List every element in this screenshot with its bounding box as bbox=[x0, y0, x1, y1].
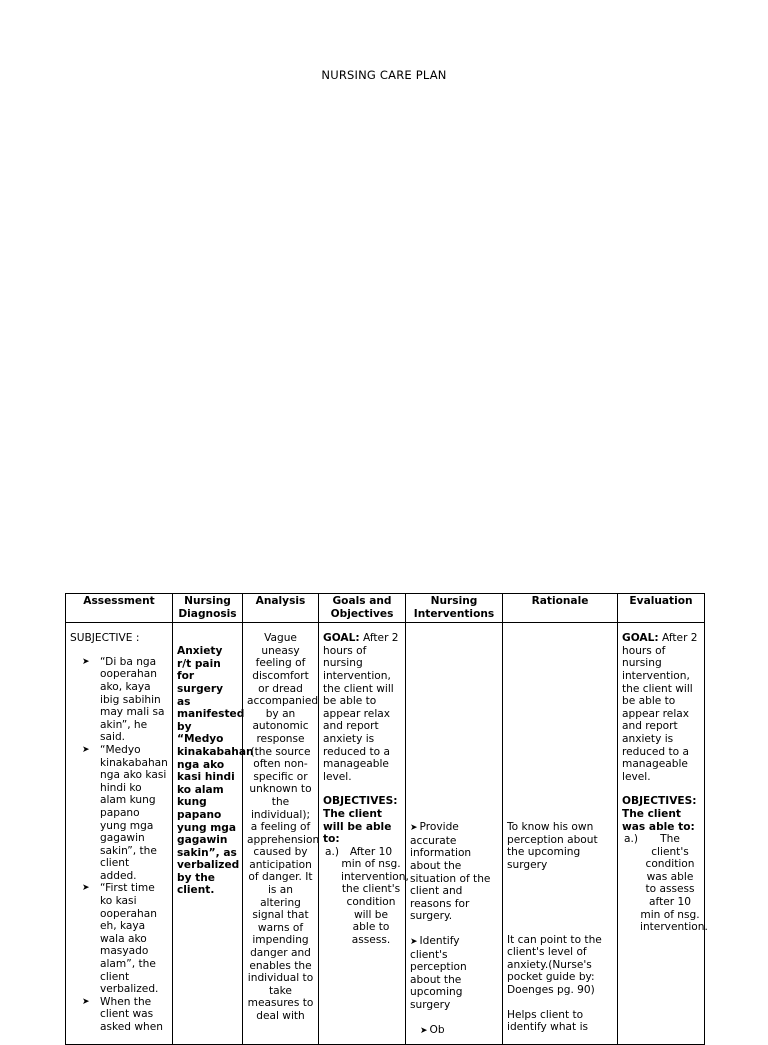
goal-text: GOAL: After 2 hours of nursing intervention, the client will be able to appear relax and report anxiety is reduced to a manageable level. bbox=[323, 632, 399, 783]
list-item: ➤ “Di ba nga ooperahan ako, kaya ibig sabihin may mali sa akin”, he said. bbox=[82, 655, 165, 744]
rationale-item: Helps client to identify what is bbox=[507, 1008, 589, 1034]
care-plan-table bbox=[65, 593, 708, 1045]
arrowhead-bullet-icon: ➤ bbox=[82, 996, 90, 1007]
diagnosis-cell bbox=[173, 623, 254, 1045]
rationale-item: It can point to the client's level of anxiety.(Nurse's pocket guide by: Doenges pg. 90) bbox=[507, 933, 602, 996]
arrowhead-bullet-icon: ➤ bbox=[410, 936, 418, 947]
intervention-item: ➤ Ob bbox=[420, 1023, 445, 1036]
header-nursing-interventions: Nursing Interventions bbox=[406, 594, 503, 623]
arrowhead-bullet-icon: ➤ bbox=[82, 656, 90, 667]
arrowhead-bullet-icon: ➤ bbox=[410, 823, 418, 834]
table-header-row bbox=[66, 594, 705, 623]
evaluation-objectives-list bbox=[622, 833, 708, 934]
assessment-list bbox=[70, 656, 168, 1034]
list-item: a.) The client's condition was able to assess after 10 min of nsg. intervention. bbox=[624, 833, 708, 934]
evaluation-goal-text: GOAL: After 2 hours of nursing intervention, the client will be able to appear relax and report anxiety is reduced to a manageable level. bbox=[622, 632, 698, 783]
nursing-diagnosis-text: Anxiety r/t pain for surgery as manifested by “Medyo kinakabahan nga ako kasi hindi ko alam kung papano yung mga gagawin sakin”, as verbalized by the client. bbox=[177, 645, 254, 897]
subjective-label: SUBJECTIVE : bbox=[70, 632, 140, 645]
analysis-cell bbox=[243, 623, 319, 1045]
arrowhead-bullet-icon: ➤ bbox=[420, 1025, 428, 1036]
header-goals-objectives: Goals and Objectives bbox=[319, 594, 406, 623]
rationale-item: To know his own perception about the upcoming surgery bbox=[507, 821, 598, 871]
objectives-label: OBJECTIVES: The client will be able to: bbox=[323, 795, 398, 846]
header-assessment: Assessment bbox=[66, 594, 173, 623]
list-item: ➤ “First time ko kasi ooperahan eh, kaya wala ako masyado alam”, the client verbalized. bbox=[82, 882, 159, 996]
list-item: ➤ When the client was asked when bbox=[82, 995, 163, 1033]
header-nursing-diagnosis: Nursing Diagnosis bbox=[173, 594, 243, 623]
evaluation-objectives-label: OBJECTIVES: The client was able to: bbox=[622, 795, 697, 833]
intervention-item: ➤ Provide accurate information about the situation of the client and reasons for surgery. bbox=[410, 821, 491, 923]
header-evaluation: Evaluation bbox=[618, 594, 705, 623]
header-analysis: Analysis bbox=[243, 594, 319, 623]
table-row bbox=[66, 623, 705, 1045]
interventions-cell bbox=[406, 623, 503, 1045]
evaluation-cell bbox=[618, 623, 708, 1045]
list-item: a.) After 10 min of nsg. intervention, the client's condition will be able to assess. bbox=[325, 845, 409, 946]
analysis-text: Vague uneasy feeling of discomfort or dread accompanied by an autonomic response (the source often non-specific or unknown to the individual); a feeling of apprehension caused by anticipation of danger. It is an altering signal that warns of impending danger and enables the individual to take measures to deal with bbox=[247, 632, 320, 1022]
goals-cell bbox=[319, 623, 409, 1045]
arrowhead-bullet-icon: ➤ bbox=[82, 744, 90, 755]
document-title: NURSING CARE PLAN bbox=[321, 68, 447, 82]
list-item: ➤ “Medyo kinakabahan nga ako kasi hindi ko alam kung papano yung mga gagawin sakin”, the client added. bbox=[82, 743, 168, 882]
assessment-cell bbox=[66, 623, 173, 1045]
arrowhead-bullet-icon: ➤ bbox=[82, 883, 90, 894]
rationale-cell bbox=[503, 623, 618, 1045]
intervention-item: ➤ Identify client's perception about the upcoming surgery bbox=[410, 934, 467, 1011]
header-rationale: Rationale bbox=[503, 594, 618, 623]
objectives-list bbox=[323, 845, 409, 947]
